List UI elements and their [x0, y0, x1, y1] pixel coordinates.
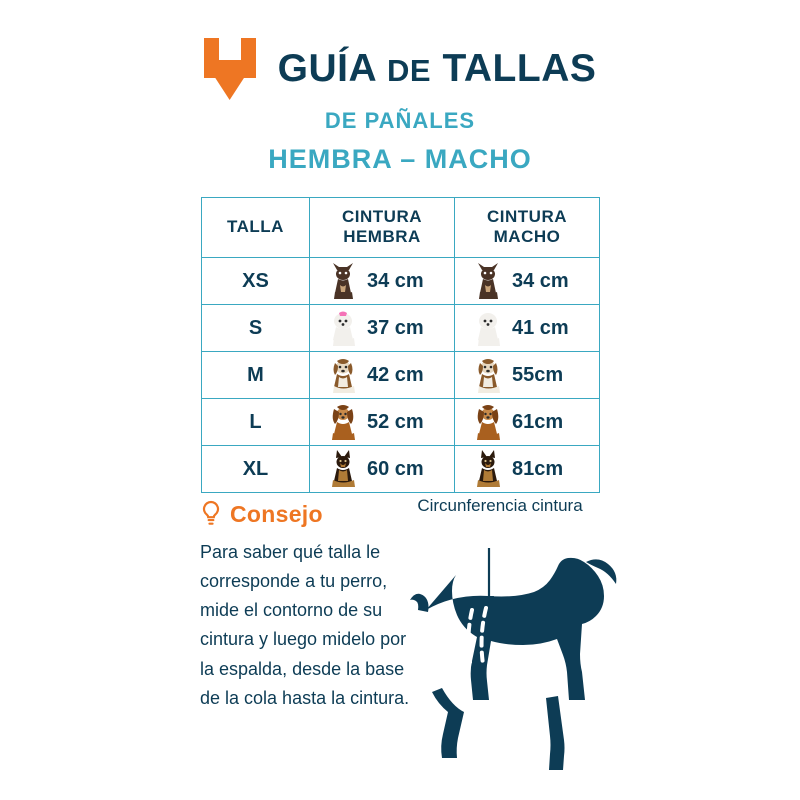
- table-row: [202, 305, 600, 352]
- page-title: [278, 47, 597, 91]
- cell-macho-value: 81cm: [512, 457, 564, 480]
- beagle-icon: [472, 355, 506, 395]
- column-header-hembra-line2: HEMBRA: [343, 227, 421, 247]
- column-header-macho-line2: MACHO: [493, 227, 561, 247]
- table-row: [202, 446, 600, 493]
- subtitle-secondary: HEMBRA – MACHO: [268, 144, 532, 174]
- cell-macho: [455, 305, 600, 352]
- title-de: DE: [387, 53, 432, 88]
- heart-down-logo-icon: [204, 38, 256, 100]
- table-row: [202, 258, 600, 305]
- cell-hembra-value: 42 cm: [367, 363, 424, 386]
- subtitle: DE PAÑALES: [324, 108, 476, 133]
- column-header-talla: [202, 198, 310, 258]
- cell-size: XL: [202, 446, 310, 493]
- header: [0, 0, 800, 175]
- cell-macho-value: 34 cm: [512, 269, 569, 292]
- tip-section: [200, 500, 415, 713]
- column-header-talla-line1: TALLA: [227, 217, 284, 237]
- cell-size: M: [202, 352, 310, 399]
- cell-macho: [455, 258, 600, 305]
- cocker-spaniel-icon: [472, 402, 506, 442]
- table-header-row: [202, 198, 600, 258]
- maltese-icon: [327, 308, 361, 348]
- callout-label: Circunferencia cintura: [417, 496, 583, 515]
- tip-header: [200, 500, 415, 528]
- cell-size: L: [202, 399, 310, 446]
- cell-size: XS: [202, 258, 310, 305]
- lightbulb-icon: [200, 500, 222, 528]
- chihuahua-icon: [327, 261, 361, 301]
- cell-hembra-value: 37 cm: [367, 316, 424, 339]
- title-main: GUÍA: [277, 47, 376, 90]
- column-header-hembra-line1: CINTURA: [342, 207, 422, 226]
- beagle-icon: [327, 355, 361, 395]
- german-shepherd-icon: [327, 449, 361, 489]
- cell-hembra-value: 34 cm: [367, 269, 424, 292]
- column-header-cintura-macho: [455, 198, 600, 258]
- cell-hembra: [310, 352, 455, 399]
- cell-hembra: [310, 446, 455, 493]
- cell-hembra: [310, 399, 455, 446]
- cell-macho-value: 55cm: [512, 363, 564, 386]
- cell-macho-value: 61cm: [512, 410, 564, 433]
- chihuahua-icon: [472, 261, 506, 301]
- cell-hembra: [310, 305, 455, 352]
- column-header-cintura-hembra: [310, 198, 455, 258]
- german-shepherd-icon: [472, 449, 506, 489]
- cell-macho: [455, 399, 600, 446]
- cell-macho: [455, 352, 600, 399]
- tip-title: Consejo: [230, 500, 323, 527]
- table-row: [202, 399, 600, 446]
- cell-macho-value: 41 cm: [512, 316, 569, 339]
- cell-size: S: [202, 305, 310, 352]
- cell-hembra: [310, 258, 455, 305]
- column-header-macho-line1: CINTURA: [487, 207, 567, 226]
- cell-hembra-value: 52 cm: [367, 410, 424, 433]
- dog-silhouette-illustration: [390, 548, 640, 778]
- cocker-spaniel-icon: [327, 402, 361, 442]
- tip-body: Para saber qué talla le corresponde a tu perro, mide el contorno de su cintura y luego midelo por la espalda, desde la base de la cola hasta la cintura.: [200, 542, 410, 708]
- title-row: [0, 38, 800, 100]
- cell-hembra-value: 60 cm: [367, 457, 424, 480]
- table-row: [202, 352, 600, 399]
- size-table-wrapper: [201, 197, 599, 493]
- cell-macho: [455, 446, 600, 493]
- title-rest: TALLAS: [442, 47, 597, 90]
- size-table: [201, 197, 600, 493]
- maltese-icon: [472, 308, 506, 348]
